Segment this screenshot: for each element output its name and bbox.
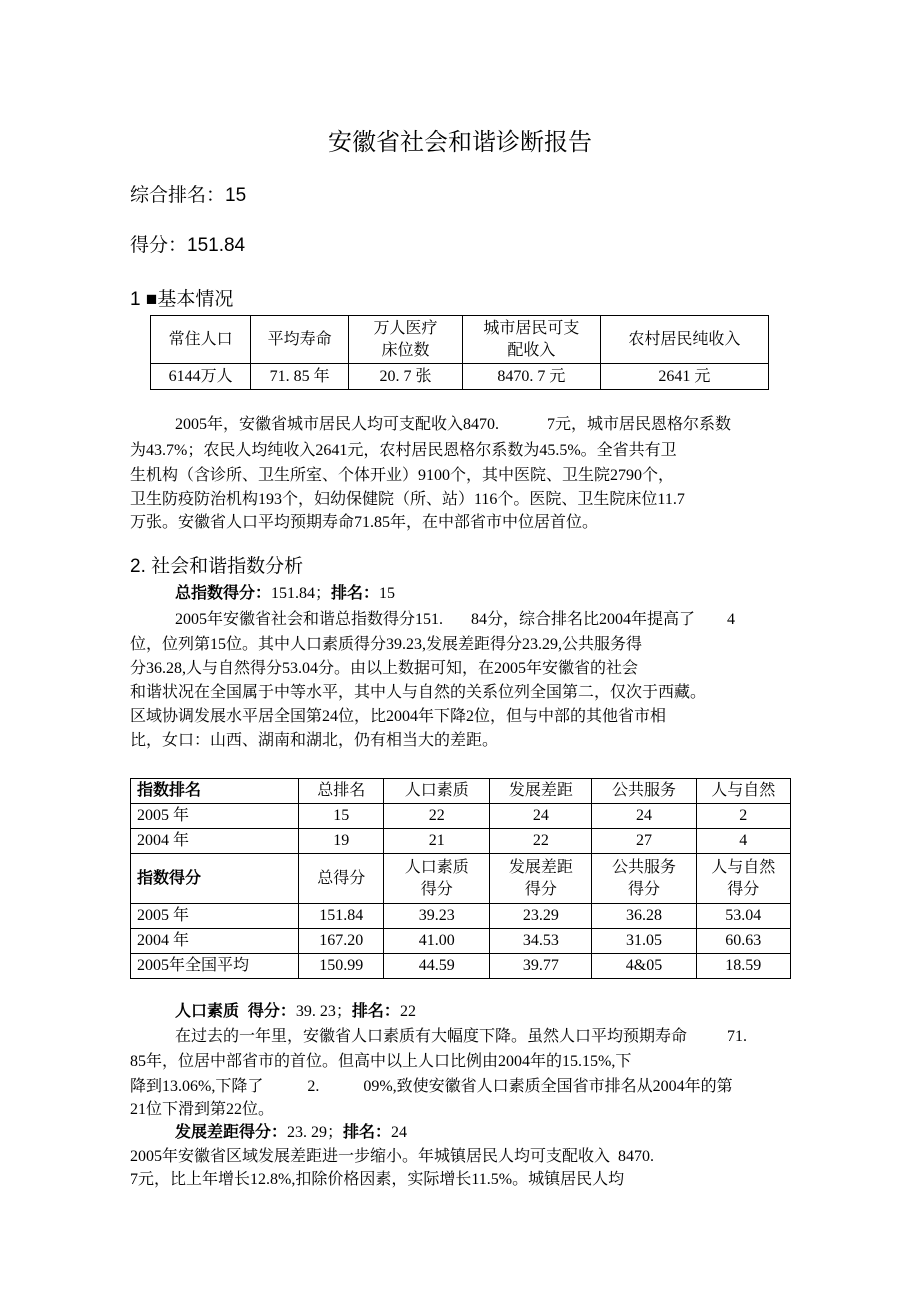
table-cell: 2005年全国平均 — [131, 954, 299, 979]
table-cell: 发展差距 — [490, 779, 592, 804]
table-cell: 31.05 — [592, 929, 696, 954]
table-cell: 20. 7 张 — [349, 364, 463, 390]
table-cell: 19 — [299, 829, 384, 854]
table-cell: 18.59 — [696, 954, 790, 979]
paragraph-line: 在过去的一年里，安徽省人口素质有大幅度下降。虽然人口平均预期寿命 71. — [175, 1028, 748, 1045]
table-cell: 21 — [384, 829, 490, 854]
header-line: 平均寿命 — [267, 330, 332, 348]
table-cell: 53.04 — [696, 904, 790, 929]
table-header-cell — [462, 316, 600, 364]
paragraph-line: 为43.7%；农民人均纯收入2641元，农村居民恩格尔系数为45.5%。全省共有卫 — [130, 442, 677, 459]
paragraph-line: 区域协调发展水平居全国第24位，比2004年下降2位，但与中部的其他省市相 — [130, 708, 667, 725]
table-cell: 15 — [299, 804, 384, 829]
cell-line: 人口素质 — [404, 858, 469, 876]
cell-line: 公共服务 — [611, 858, 676, 876]
table-cell: 2005 年 — [131, 904, 299, 929]
table-header-cell — [600, 316, 768, 364]
table-header-cell — [349, 316, 463, 364]
header-line: 常住人口 — [168, 330, 233, 348]
table-cell: 39.77 — [490, 954, 592, 979]
table-cell: 167.20 — [299, 929, 384, 954]
header-line: 农村居民纯收入 — [628, 330, 741, 348]
table-cell: 22 — [490, 829, 592, 854]
table-row — [131, 779, 791, 804]
total-index-summary: 总指数得分：151.84；排名：15 — [175, 585, 396, 602]
overall-score: 得分：151.84 — [130, 235, 246, 256]
table-cell: 人与自然 — [696, 779, 790, 804]
table-row — [131, 929, 791, 954]
paragraph-line: 2005年安徽省社会和谐总指数得分151. 84分，综合排名比2004年提高了 4 — [175, 611, 736, 628]
table-cell: 2004 年 — [131, 829, 299, 854]
table-cell: 23.29 — [490, 904, 592, 929]
table-cell: 6144万人 — [151, 364, 251, 390]
paragraph-line: 位，位列第15位。其中人口素质得分39.23,发展差距得分23.29,公共服务得 — [130, 636, 643, 653]
table-cell: 2641 元 — [600, 364, 768, 390]
index-table — [130, 778, 791, 979]
table-cell — [490, 854, 592, 904]
paragraph-line: 卫生防疫防治机构193个，妇幼保健院（所、站）116个。医院、卫生院床位11.7 — [130, 491, 685, 508]
header-line: 城市居民可支 — [483, 319, 580, 337]
table-cell: 2004 年 — [131, 929, 299, 954]
paragraph-line: 万张。安徽省人口平均预期寿命71.85年，在中部省市中位居首位。 — [130, 514, 599, 531]
table-cell — [592, 854, 696, 904]
cell-line: 人与自然 — [711, 858, 776, 876]
table-cell: 39.23 — [384, 904, 490, 929]
table-header-cell — [251, 316, 349, 364]
table-row — [131, 804, 791, 829]
paragraph-line: 比，女口：山西、湖南和湖北，仍有相当大的差距。 — [130, 732, 499, 749]
table-cell: 指数得分 — [131, 854, 299, 904]
table-cell: 24 — [490, 804, 592, 829]
population-quality-summary: 人口素质 得分：39. 23；排名：22 — [175, 1003, 416, 1020]
cell-line: 得分 — [524, 880, 557, 898]
table-cell: 41.00 — [384, 929, 490, 954]
paragraph-line: 2005年安徽省区域发展差距进一步缩小。年城镇居民人均可支配收入 8470. — [130, 1148, 655, 1165]
paragraph-line: 和谐状况在全国属于中等水平，其中人与自然的关系位列全国第二，仅次于西藏。 — [130, 684, 707, 701]
paragraph-line: 85年，位居中部省市的首位。但高中以上人口比例由2004年的15.15%,下 — [130, 1053, 632, 1070]
cell-line: 得分 — [420, 880, 453, 898]
paragraph-line: 2005年，安徽省城市居民人均可支配收入8470. 7元，城市居民恩格尔系数 — [175, 416, 732, 433]
table-cell: 36.28 — [592, 904, 696, 929]
overall-rank: 综合排名：15 — [130, 185, 247, 206]
section-2-heading: 2. 社会和谐指数分析 — [130, 556, 304, 577]
header-line: 床位数 — [381, 341, 430, 359]
page-title: 安徽省社会和谐诊断报告 — [328, 129, 592, 156]
header-line: 万人医疗 — [373, 319, 438, 337]
table-cell: 24 — [592, 804, 696, 829]
table-cell: 公共服务 — [592, 779, 696, 804]
table-cell: 8470. 7 元 — [462, 364, 600, 390]
table-cell: 22 — [384, 804, 490, 829]
paragraph-line: 21位下滑到第22位。 — [130, 1101, 275, 1118]
table-cell: 60.63 — [696, 929, 790, 954]
table-cell — [384, 854, 490, 904]
table-cell: 34.53 — [490, 929, 592, 954]
header-line: 配收入 — [507, 341, 556, 359]
cell-line: 发展差距 — [508, 858, 573, 876]
table-row — [131, 954, 791, 979]
basic-info-table — [150, 315, 769, 390]
paragraph-line: 分36.28,人与自然得分53.04分。由以上数据可知，在2005年安徽省的社会 — [130, 660, 639, 677]
paragraph-line: 降到13.06%,下降了 2. 09%,致使安徽省人口素质全国省市排名从2004年的第 — [130, 1078, 733, 1095]
table-cell: 27 — [592, 829, 696, 854]
cell-line: 得分 — [627, 880, 660, 898]
table-cell: 44.59 — [384, 954, 490, 979]
table-cell: 2005 年 — [131, 804, 299, 829]
table-row — [131, 854, 791, 904]
table-cell: 151.84 — [299, 904, 384, 929]
development-gap-summary: 发展差距得分：23. 29；排名：24 — [175, 1124, 408, 1141]
table-cell: 4 — [696, 829, 790, 854]
table-cell: 指数排名 — [131, 779, 299, 804]
table-row — [131, 829, 791, 854]
table-cell: 总排名 — [299, 779, 384, 804]
paragraph-line: 7元，比上年增长12.8%,扣除价格因素，实际增长11.5%。城镇居民人均 — [130, 1171, 625, 1188]
table-cell — [696, 854, 790, 904]
table-cell: 71. 85 年 — [251, 364, 349, 390]
table-cell: 人口素质 — [384, 779, 490, 804]
table-row — [131, 904, 791, 929]
section-1-heading: 1 ■基本情况 — [130, 289, 234, 310]
paragraph-line: 生机构（含诊所、卫生所室、个体开业）9100个，其中医院、卫生院2790个， — [130, 467, 675, 484]
table-cell: 150.99 — [299, 954, 384, 979]
table-header-cell — [151, 316, 251, 364]
cell-line: 得分 — [727, 880, 760, 898]
table-cell: 2 — [696, 804, 790, 829]
table-cell: 总得分 — [299, 854, 384, 904]
table-cell: 4&05 — [592, 954, 696, 979]
